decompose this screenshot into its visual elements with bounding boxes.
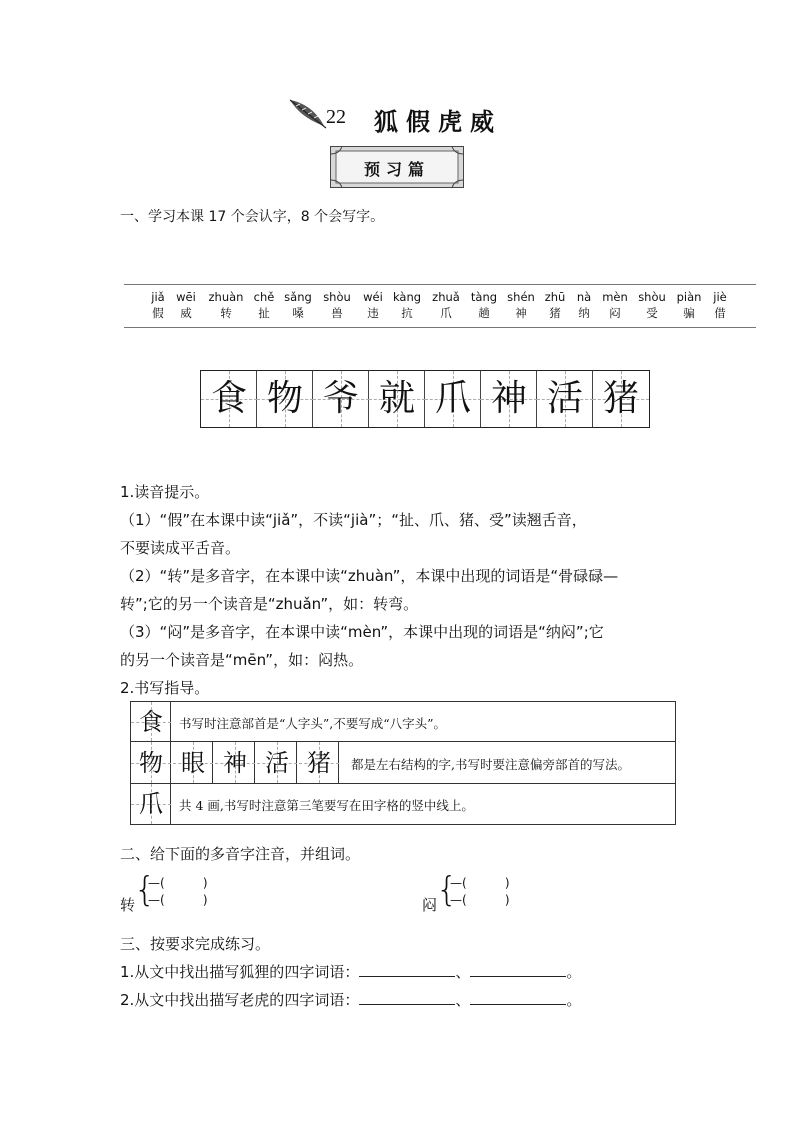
tip2-line2: 转”;它的另一个读音是“zhuǎn”，如：转弯。 xyxy=(120,595,419,613)
pinyin-entry: shén 神 xyxy=(507,290,535,320)
pinyin-entry: nà 纳 xyxy=(576,290,592,320)
tip3-line2: 的另一个读音是“mēn”，如：闷热。 xyxy=(120,651,364,669)
guide-char-cell: 食 xyxy=(131,702,171,741)
brace-icon: { xyxy=(134,870,156,910)
pinyin-table xyxy=(124,284,756,328)
brace-icon: { xyxy=(436,870,458,910)
pinyin-entry: shòu 受 xyxy=(638,290,666,320)
polyphone-item xyxy=(120,872,260,912)
grid-cell: 爪 xyxy=(425,371,481,427)
guide-note: 书写时注意部首是“人字头”,不要写成“八字头”。 xyxy=(179,716,447,731)
pinyin-entry: jiǎ 假 xyxy=(151,290,165,320)
grid-cell: 物 xyxy=(257,371,313,427)
guide-note: 都是左右结构的字,书写时要注意偏旁部首的写法。 xyxy=(351,757,630,772)
section2-heading: 二、给下面的多音字注音，并组词。 xyxy=(120,845,361,863)
guide-char-cell: 眼 xyxy=(173,742,213,783)
tip1-line1: （1）“假”在本课中读“jiǎ”，不读“jià”；“扯、爪、猪、受”读翘舌音， xyxy=(120,511,587,529)
answer-blank[interactable] xyxy=(470,990,566,1005)
pinyin-blank[interactable]: —( ) xyxy=(450,876,510,890)
pinyin-entry: chě 扯 xyxy=(253,290,275,320)
grid-cell: 猪 xyxy=(593,371,649,427)
question-1-text: 1.从文中找出描写狐狸的四字词语： xyxy=(120,963,360,981)
tip1-line2: 不要读成平舌音。 xyxy=(120,539,241,557)
answer-blank[interactable] xyxy=(359,990,455,1005)
answer-blank[interactable] xyxy=(359,962,455,977)
feather-icon xyxy=(288,96,328,130)
pinyin-entry: tàng 趟 xyxy=(470,290,498,320)
pinyin-entry: wēi 威 xyxy=(176,290,196,320)
pinyin-entry: wéi 违 xyxy=(363,290,383,320)
section3-heading: 三、按要求完成练习。 xyxy=(120,935,271,953)
section-banner xyxy=(330,146,464,188)
tip2-line1: （2）“转”是多音字，在本课中读“zhuàn”，本课中出现的词语是“骨碌碌— xyxy=(120,567,619,585)
guide-char-cell: 物 xyxy=(131,742,171,783)
pinyin-blank[interactable]: —( ) xyxy=(450,893,510,907)
pinyin-entry: zhuǎ 爪 xyxy=(432,290,460,320)
pinyin-entry: jiè 借 xyxy=(713,290,727,320)
lesson-number: 22 xyxy=(326,106,346,128)
pinyin-entry: mèn 闷 xyxy=(602,290,628,320)
question-2-text: 2.从文中找出描写老虎的四字词语： xyxy=(120,991,360,1009)
grid-cell: 爷 xyxy=(313,371,369,427)
lesson-title: 狐假虎威 xyxy=(374,108,502,136)
separator: 、 xyxy=(455,963,471,981)
lesson-title-block xyxy=(288,96,528,136)
grid-cell: 就 xyxy=(369,371,425,427)
guide-char-cell: 爪 xyxy=(131,784,171,824)
guide-char-cell: 活 xyxy=(257,742,297,783)
polyphone-char: 转 xyxy=(120,896,136,914)
guide-row xyxy=(131,742,675,784)
end-mark: 。 xyxy=(566,963,582,981)
writing-grid xyxy=(200,370,650,428)
grid-cell: 活 xyxy=(537,371,593,427)
end-mark: 。 xyxy=(566,991,582,1009)
pinyin-entry: piàn 骗 xyxy=(676,290,702,320)
polyphone-item xyxy=(422,872,562,912)
pinyin-blank[interactable]: —( ) xyxy=(148,876,208,890)
question-2 xyxy=(120,986,680,1014)
pinyin-entry: zhuàn 转 xyxy=(208,290,244,320)
tip3-line1: （3）“闷”是多音字，在本课中读“mèn”，本课中出现的词语是“纳闷”;它 xyxy=(120,623,604,641)
section1-heading: 一、学习本课 17 个会认字，8 个会写字。 xyxy=(120,209,385,225)
pinyin-entry: kàng 抗 xyxy=(392,290,422,320)
guide-row xyxy=(131,784,675,824)
answer-blank[interactable] xyxy=(470,962,566,977)
guide-char-cell: 猪 xyxy=(299,742,339,783)
question-1 xyxy=(120,958,680,986)
banner-label: 预习篇 xyxy=(363,160,430,179)
guide-char-cell: 神 xyxy=(215,742,255,783)
grid-cell: 食 xyxy=(201,371,257,427)
guide-note: 共 4 画,书写时注意第三笔要写在田字格的竖中线上。 xyxy=(179,798,474,813)
pinyin-entry: zhū 猪 xyxy=(544,290,566,320)
grid-cell: 神 xyxy=(481,371,537,427)
pinyin-entry: sǎng 嗓 xyxy=(284,290,312,320)
writing-guide-table xyxy=(130,701,676,825)
polyphone-char: 闷 xyxy=(422,896,438,914)
guide-heading: 2.书写指导。 xyxy=(120,679,210,697)
separator: 、 xyxy=(455,991,471,1009)
pinyin-entry: shòu 兽 xyxy=(323,290,351,320)
guide-row xyxy=(131,702,675,742)
tips-heading: 1.读音提示。 xyxy=(120,483,210,501)
pinyin-blank[interactable]: —( ) xyxy=(148,893,208,907)
